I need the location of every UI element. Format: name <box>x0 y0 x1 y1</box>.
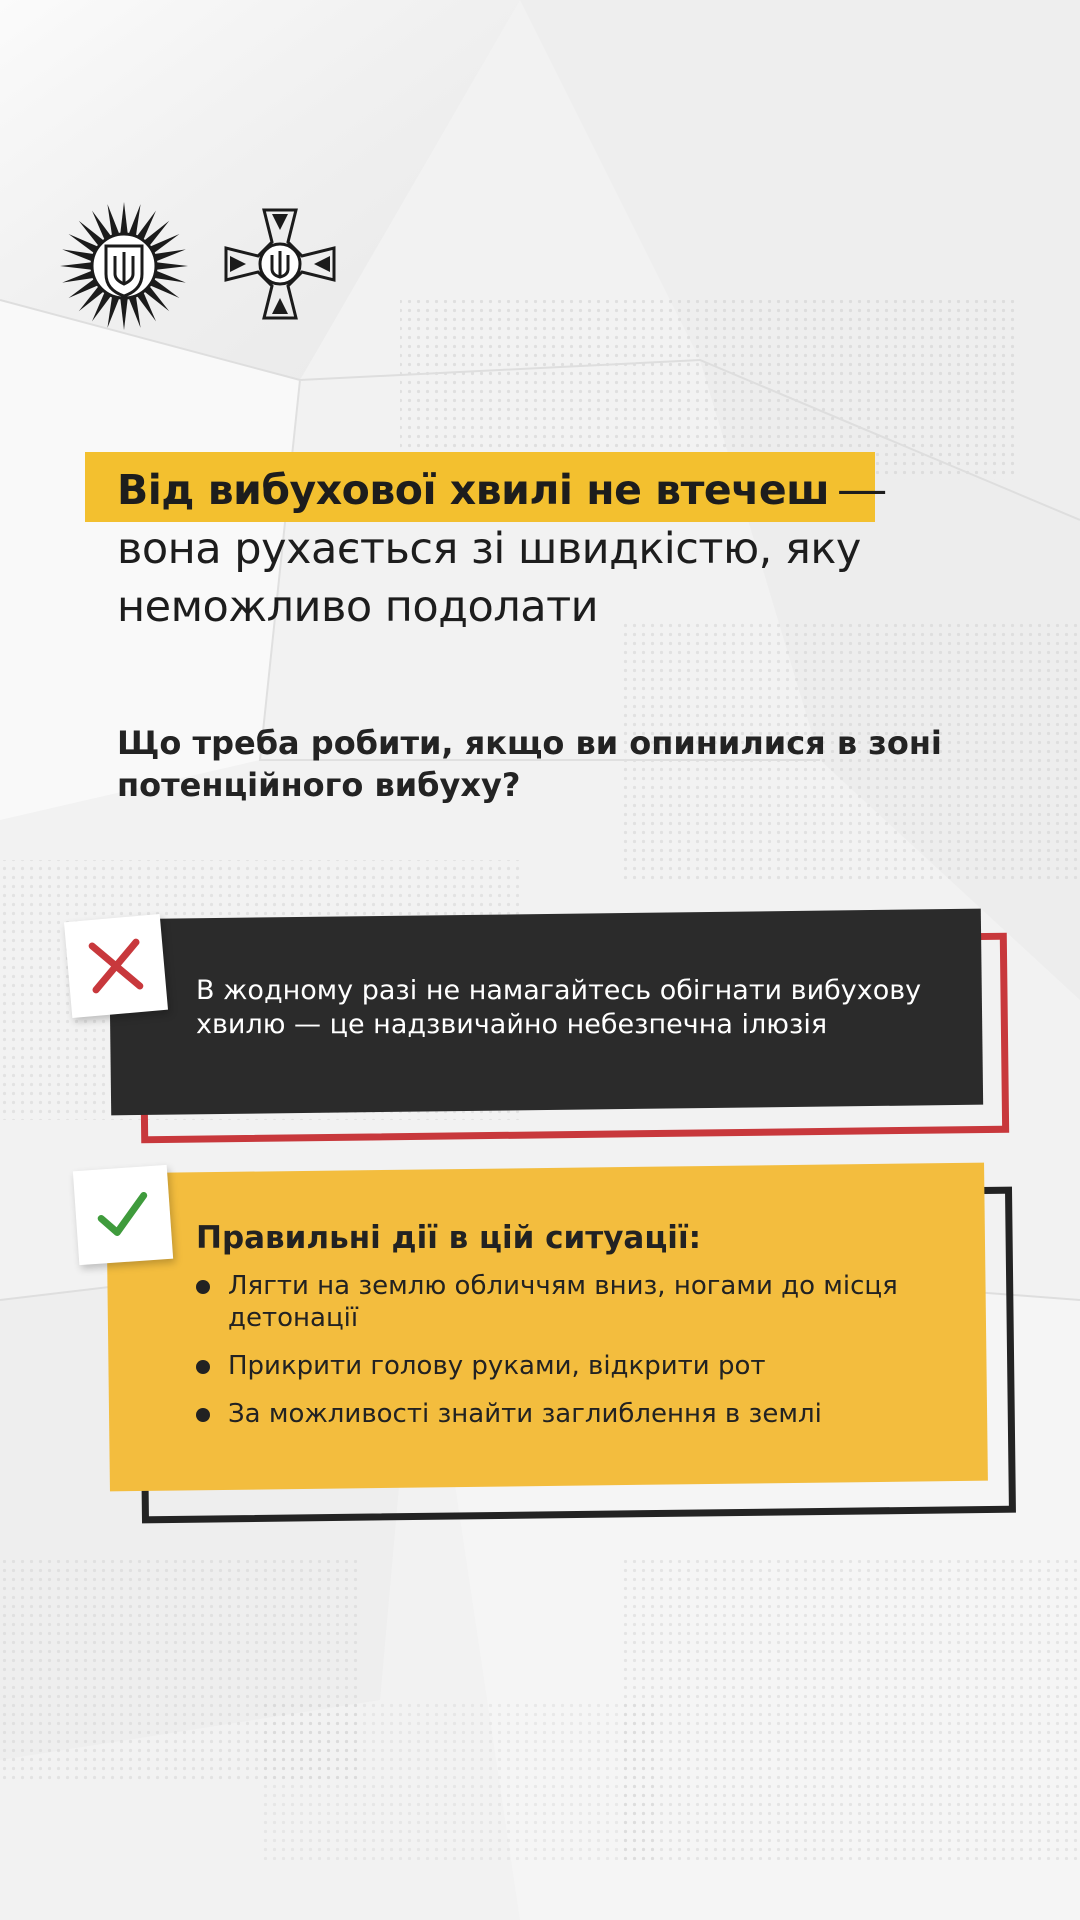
bullet-icon <box>196 1280 210 1294</box>
headline-first-line <box>117 452 997 524</box>
check-icon <box>91 1183 155 1247</box>
national-police-emblem-icon <box>58 200 190 332</box>
list-item <box>196 1350 966 1382</box>
list-item <box>196 1398 966 1430</box>
list-item-text: За можливості знайти заглиблення в землі <box>228 1399 822 1429</box>
headline-dash: — <box>839 462 886 514</box>
warning-text: В жодному разі не намагайтесь обігнати вибухову хвилю — це надзвичайно небезпечна ілюзія <box>196 975 922 1040</box>
emergency-service-cross-icon <box>222 206 338 322</box>
actions-list <box>196 1270 966 1430</box>
bullet-icon <box>196 1408 210 1422</box>
headline <box>117 452 997 636</box>
bullet-icon <box>196 1360 210 1374</box>
cross-sticker <box>64 914 168 1018</box>
headline-rest: вона рухається зі швидкістю, яку неможливо подолати <box>117 524 861 632</box>
cross-icon <box>83 933 148 998</box>
list-item <box>196 1270 966 1334</box>
actions-content <box>196 1218 966 1446</box>
question-heading: Що треба робити, якщо ви опинилися в зоні потенційного вибуху? <box>117 724 942 804</box>
headline-bold: Від вибухової хвилі не втечеш <box>117 466 830 514</box>
list-item-text: Лягти на землю обличчям вниз, ногами до місця детонації <box>228 1271 898 1333</box>
list-item-text: Прикрити голову руками, відкрити рот <box>228 1351 766 1381</box>
check-sticker <box>73 1165 173 1265</box>
actions-heading: Правильні дії в цій ситуації: <box>196 1220 701 1256</box>
